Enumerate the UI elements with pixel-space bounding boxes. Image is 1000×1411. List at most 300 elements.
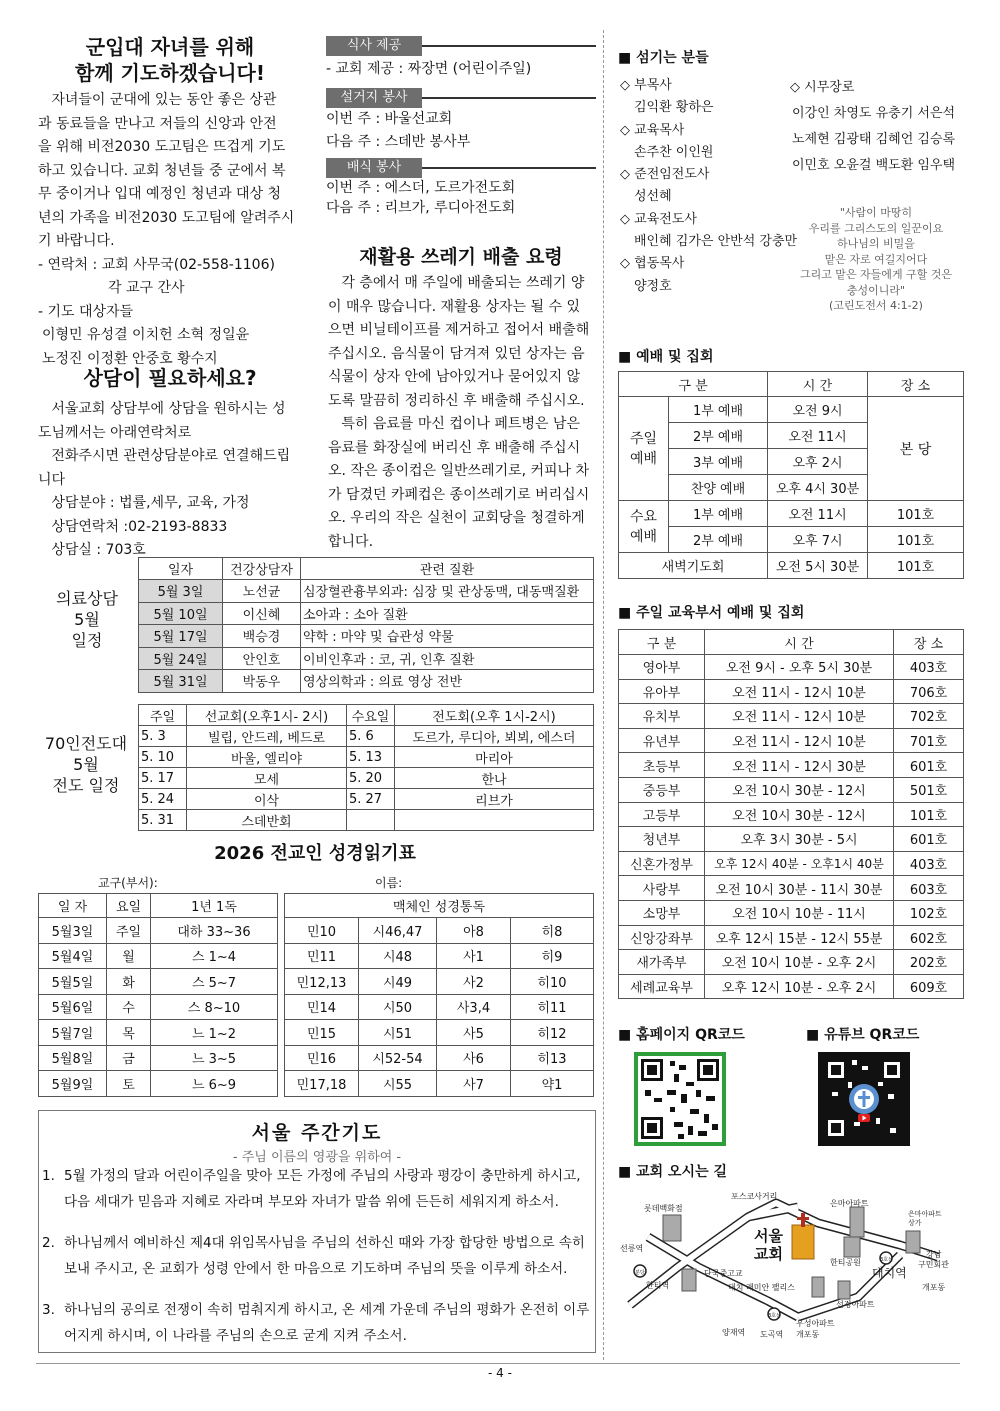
bible-header: 1년 1독 (151, 894, 278, 918)
military-prayer-title-1: 군입대 자녀를 위해 (85, 35, 255, 59)
verse-line: (고린도전서 4:1-2) (829, 299, 923, 312)
prayer-line: 을 위해 비전2030 도고팀은 뜨겁게 기도 (38, 139, 286, 155)
education-title: ■ 주일 교육부서 예배 및 집회 (618, 605, 805, 621)
bible-m4: 히12 (511, 1020, 594, 1046)
bible-m3: 사1 (437, 943, 511, 969)
bible-1year: 스 8~10 (151, 994, 278, 1020)
bible-date: 5월9일 (39, 1071, 107, 1097)
weekly-text: 다음 세대가 믿음과 지혜로 자라며 부모와 자녀가 말씀 위에 든든히 세워지게 하소서. (64, 1194, 559, 1210)
weekly-subtitle: - 주님 이름의 영광을 위하여 - (232, 1150, 402, 1165)
bible-m3: 사7 (437, 1071, 511, 1097)
service-time: 오전 5시 30분 (768, 553, 868, 579)
server-role: ◇ 교육전도사 (620, 211, 697, 227)
edu-header: 장 소 (894, 630, 964, 655)
medical-label-2: 5월 (74, 610, 100, 629)
map-label-eunma-mall: 은마아파트 (908, 1210, 942, 1218)
bible-m2: 시46,47 (359, 918, 437, 944)
evangel-group: 마리아 (395, 747, 594, 768)
bible-day: 금 (107, 1045, 151, 1071)
map-label-eunma-mall2: 상가 (908, 1219, 922, 1227)
building-icon (906, 1231, 920, 1253)
evangel-wed: 5. 20 (347, 768, 395, 789)
weekly-text: 하나님의 공의로 전쟁이 속히 멈춰지게 하시고, 온 세계 가운데 주님의 평화가 온전히 이루 (64, 1302, 590, 1318)
military-prayer-title-2: 함께 기도하겠습니다! (75, 61, 265, 85)
building-icon (850, 1207, 864, 1237)
qr-home-code[interactable] (634, 1052, 726, 1146)
medical-header: 일자 (139, 558, 223, 580)
sunday-label-2: 예배 (629, 450, 658, 467)
weekly-text: 하나님께서 예비하신 제4대 위임목사님을 주님의 선하신 때와 가장 합당한 방법으로 속히 (64, 1235, 585, 1251)
bible-day: 월 (107, 943, 151, 969)
bible-day: 수 (107, 994, 151, 1020)
service-time: 오후 7시 (768, 527, 868, 553)
serve-line: 다음 주 : 리브가, 루디아전도회 (326, 199, 516, 216)
evangel-wed (347, 810, 395, 831)
service-name: 찬양 예배 (669, 475, 768, 501)
map-label-lotte: 롯데백화점 (644, 1204, 683, 1213)
bible-gyogu-label: 교구(부서): (98, 876, 158, 890)
bible-day: 토 (107, 1071, 151, 1097)
recycle-line: 식물이 상자 안에 남아있거나 묻어있지 않 (328, 369, 581, 385)
weekly-item (42, 1163, 592, 1215)
bible-date: 5월6일 (39, 994, 107, 1020)
church-icon (792, 1225, 814, 1259)
weekly-title: 서울 주간기도 (251, 1122, 383, 1144)
dish-line: 다음 주 : 스데반 봉사부 (326, 134, 471, 150)
qr-youtube-code[interactable] (818, 1052, 910, 1146)
evangel-sun: 5. 3 (139, 726, 187, 747)
edu-dept: 영아부 (619, 655, 705, 680)
evangel-label-2: 5월 (73, 755, 99, 774)
elder-names: 이강인 차영도 유충기 서은석 (792, 106, 956, 121)
elder-role: ◇ 시무장로 (790, 80, 855, 95)
edu-place: 601호 (894, 753, 964, 778)
map-label-hanti: 한티역 (646, 1281, 670, 1290)
verse-line: "사람이 마땅히 (839, 206, 913, 219)
bible-header-mccheyne: 맥체인 성경통독 (285, 894, 594, 918)
map-label-church1: 서울 (754, 1227, 783, 1245)
building-icon (682, 1269, 696, 1291)
building-icon (812, 1277, 824, 1297)
bible-1year: 스 5~7 (151, 969, 278, 995)
worship-table (618, 371, 964, 579)
service-time: 오전 11시 (768, 423, 868, 449)
evangel-table (138, 704, 594, 831)
edu-place: 102호 (894, 900, 964, 925)
elder-names: 노제현 김광태 김혜언 김승록 (792, 132, 956, 147)
medical-date: 5월 31일 (139, 670, 223, 693)
edu-place: 602호 (894, 925, 964, 950)
medical-doctor: 안인호 (223, 647, 301, 670)
edu-time: 오전 11시 - 12시 10분 (705, 679, 894, 704)
server-names: 김익환 황하은 (634, 100, 714, 116)
edu-time: 오전 10시 10분 - 오후 2시 (705, 950, 894, 975)
bible-m4: 히10 (511, 969, 594, 995)
recycle-line: 오. 우리의 작은 실천이 교회당을 청결하게 (328, 510, 585, 526)
edu-time: 오후 12시 10분 - 오후 2시 (705, 974, 894, 999)
qr-youtube-title[interactable]: ■ 유튜브 QR코드 (806, 1027, 920, 1043)
evangel-wed: 5. 13 (347, 747, 395, 768)
edu-place: 609호 (894, 974, 964, 999)
medical-topic: 이비인후과 : 코, 귀, 인후 질환 (301, 647, 594, 670)
medical-doctor: 노선균 (223, 580, 301, 603)
evangel-header: 선교회(오후1시- 2시) (187, 705, 347, 726)
edu-dept: 유치부 (619, 704, 705, 729)
footer-rule (36, 1363, 960, 1364)
targets-label: - 기도 대상자들 (38, 303, 134, 320)
prayer-line: 무 중이거나 입대 예정인 청년과 대상 청 (38, 186, 282, 202)
recycle-line: 으면 비닐테이프를 제거하고 접어서 배출해 (328, 322, 590, 338)
servers-right (790, 75, 955, 179)
edu-dept: 새가족부 (619, 950, 705, 975)
medical-label-1: 의료상담 (56, 589, 118, 608)
service-place: 101호 (868, 553, 964, 579)
bible-m3: 아8 (437, 918, 511, 944)
qr-home-title[interactable]: ■ 홈페이지 QR코드 (618, 1027, 745, 1043)
recycle-line: 각 층에서 매 주일에 배출되는 쓰레기 양 (328, 275, 585, 291)
weekly-prayer-box (38, 1110, 596, 1353)
medical-topic: 영상의학과 : 의료 영상 전반 (301, 670, 594, 693)
bible-m2: 시52-54 (359, 1045, 437, 1071)
bible-m2: 시49 (359, 969, 437, 995)
bible-1year: 대하 33~36 (151, 918, 278, 944)
serve-line: 이번 주 : 에스더, 도르가전도회 (326, 179, 516, 196)
evangel-group (395, 810, 594, 831)
contact-line: - 연락처 : 교회 사무국(02-558-1106) (38, 256, 275, 273)
service-name: 3부 예배 (669, 449, 768, 475)
bible-m1: 민10 (285, 918, 359, 944)
prayer-line: 기 바랍니다. (38, 233, 115, 249)
bible-m2: 시51 (359, 1020, 437, 1046)
edu-time: 오전 10시 30분 - 12시 (705, 777, 894, 802)
bible-header: 요일 (107, 894, 151, 918)
bible-day: 주일 (107, 918, 151, 944)
bible-m1: 민15 (285, 1020, 359, 1046)
counsel-line: 니다 (38, 471, 66, 488)
sunday-label-1: 주일 (629, 430, 658, 447)
bible-m4: 히9 (511, 943, 594, 969)
bible-1year: 느 3~5 (151, 1045, 278, 1071)
map-label-posco: 포스코사거리 (731, 1192, 778, 1201)
edu-dept: 사랑부 (619, 876, 705, 901)
edu-place: 403호 (894, 655, 964, 680)
recycle-line: 도록 말끔히 정리하신 후 배출해 주십시오. (328, 392, 585, 409)
service-time: 오전 11시 (768, 501, 868, 527)
bible-m2: 시50 (359, 994, 437, 1020)
edu-place: 603호 (894, 876, 964, 901)
edu-time: 오전 10시 30분 - 11시 30분 (705, 876, 894, 901)
edu-dept: 유아부 (619, 679, 705, 704)
map-label-gaepo: 개포동 (922, 1283, 946, 1292)
recycle-line: 가 담겼던 카페컵은 종이쓰레기로 버리십시 (328, 486, 590, 503)
bible-date: 5월7일 (39, 1020, 107, 1046)
evangel-header: 전도회(오후 1시-2시) (395, 705, 594, 726)
medical-date: 5월 24일 (139, 647, 223, 670)
bible-m4: 히13 (511, 1045, 594, 1071)
map-label-eunma: 은마아파트 (830, 1199, 869, 1208)
map-label-church2: 교회 (754, 1245, 783, 1263)
map-label-gaepo2: 개포동 (796, 1330, 820, 1339)
contact-line-2: 각 교구 간사 (108, 280, 185, 296)
server-names: 손주찬 이인원 (634, 144, 714, 160)
recycle-line: 음료를 화장실에 버리신 후 배출해 주십시 (328, 439, 581, 456)
dish-line: 이번 주 : 바울선교회 (326, 110, 453, 127)
recycle-line: 오. 작은 종이컵은 일반쓰레기로, 커피나 차 (328, 463, 590, 479)
map-label-danguk: 단국중고교 (704, 1269, 743, 1278)
verse (786, 205, 966, 314)
map-label-gangnam1: 강남 (926, 1250, 942, 1259)
building-icon (838, 1281, 850, 1299)
service-name: 2부 예배 (669, 423, 768, 449)
military-prayer-body (38, 89, 304, 371)
counsel-line: 서울교회 상담부에 상담을 원하시는 성 (38, 401, 286, 417)
dish-tag: 설거지 봉사 (326, 88, 422, 108)
prayer-line: 자녀들이 군대에 있는 동안 좋은 상관 (38, 92, 277, 108)
bible-table-right (284, 893, 594, 1097)
edu-place: 202호 (894, 950, 964, 975)
weekly-num: 3. (42, 1302, 55, 1318)
weekly-text: 어지게 하시며, 이 나라를 주님의 손으로 굳게 지켜 주소서. (64, 1328, 407, 1344)
bible-1year: 느 1~2 (151, 1020, 278, 1046)
service-time: 오전 9시 (768, 397, 868, 423)
edu-dept: 세례교육부 (619, 974, 705, 999)
service-time: 오후 2시 (768, 449, 868, 475)
map-label-dogok: 도곡역 (760, 1330, 784, 1339)
medical-doctor: 백승경 (223, 625, 301, 648)
edu-time: 오전 11시 - 12시 10분 (705, 704, 894, 729)
bible-m2: 시55 (359, 1071, 437, 1097)
column-divider (603, 30, 604, 1360)
bible-date: 5월4일 (39, 943, 107, 969)
bible-1year: 스 1~4 (151, 943, 278, 969)
evangel-sun: 5. 31 (139, 810, 187, 831)
map-label-gangnam2: 구민회관 (918, 1260, 949, 1269)
edu-time: 오전 11시 - 12시 10분 (705, 728, 894, 753)
bible-date: 5월5일 (39, 969, 107, 995)
bible-m3: 사2 (437, 969, 511, 995)
edu-time: 오전 10시 10분 - 11시 (705, 900, 894, 925)
medical-topic: 심장혈관흉부외과: 심장 및 관상동맥, 대동맥질환 (301, 580, 594, 603)
edu-time: 오전 11시 - 12시 30분 (705, 753, 894, 778)
map-title: ■ 교회 오시는 길 (618, 1164, 727, 1180)
recycle-line: 합니다. (328, 533, 374, 550)
server-names: 배인혜 김가은 안반석 강충만 (634, 234, 798, 250)
evangel-header: 수요일 (347, 705, 395, 726)
map-label-line3b: 3호선 (768, 1313, 781, 1319)
map-label-seongyeong: 선경아파트 (836, 1300, 875, 1309)
medical-label-3: 일정 (71, 631, 103, 650)
bible-m1: 민11 (285, 943, 359, 969)
medical-date: 5월 3일 (139, 580, 223, 603)
education-table (618, 629, 964, 999)
wed-label (619, 501, 669, 553)
bible-date: 5월8일 (39, 1045, 107, 1071)
targets-line: 이형민 유성결 이치헌 소혁 정일윤 (42, 327, 250, 343)
service-name: 1부 예배 (669, 501, 768, 527)
edu-header: 구 분 (619, 630, 705, 655)
prayer-line: 하고 있습니다. 교회 청년들 중 군에서 복 (38, 162, 286, 179)
evangel-sun: 5. 10 (139, 747, 187, 768)
map-label-bundang: 분당 (635, 1270, 645, 1276)
map-label-daechi: 대치역 (872, 1266, 907, 1280)
edu-time: 오전 9시 - 오후 5시 30분 (705, 655, 894, 680)
weekly-num: 2. (42, 1235, 55, 1251)
map-label-line3a: 3호선 (880, 1257, 893, 1263)
evangel-group: 리브가 (395, 789, 594, 810)
service-name: 2부 예배 (669, 527, 768, 553)
medical-table (138, 557, 594, 693)
meal-tag: 식사 제공 (326, 36, 422, 56)
medical-header: 관련 질환 (301, 558, 594, 580)
medical-date: 5월 17일 (139, 625, 223, 648)
bible-day: 목 (107, 1020, 151, 1046)
edu-place: 702호 (894, 704, 964, 729)
bible-m1: 민16 (285, 1045, 359, 1071)
edu-time: 오후 3시 30분 - 5시 (705, 827, 894, 852)
edu-place: 101호 (894, 802, 964, 827)
verse-line: 맡은 자로 여길지어다 (824, 252, 928, 266)
bible-day: 화 (107, 969, 151, 995)
verse-line: 그리고 맡은 자들에게 구할 것은 (799, 268, 953, 281)
map-label-yangjae: 양재역 (722, 1328, 746, 1337)
bible-1year: 느 6~9 (151, 1071, 278, 1097)
weekly-num: 1. (42, 1168, 55, 1184)
evangel-mission: 빌립, 안드레, 베드로 (187, 726, 347, 747)
counsel-line: 상담분야 : 법률,세무, 교육, 가정 (38, 495, 250, 511)
evangel-mission: 스데반회 (187, 810, 347, 831)
counsel-title: 상담이 필요하세요? (83, 366, 257, 390)
counsel-line: 도님께서는 아래연락처로 (38, 424, 192, 441)
bible-table-left (38, 893, 278, 1097)
edu-time: 오후 12시 15분 - 12시 55분 (705, 925, 894, 950)
bible-m2: 시48 (359, 943, 437, 969)
service-place: 101호 (868, 527, 964, 553)
medical-label (38, 588, 136, 651)
weekly-item (42, 1230, 592, 1282)
recycle-line: 주십시오. 음식물이 담겨져 있던 상자는 음 (328, 345, 585, 362)
evangel-group: 도르가, 루디아, 뵈뵈, 에스더 (395, 726, 594, 747)
bible-m3: 사6 (437, 1045, 511, 1071)
bible-title: 2026 전교인 성경읽기표 (214, 843, 416, 864)
server-role: ◇ 부목사 (620, 78, 672, 93)
bible-header: 일 자 (39, 894, 107, 918)
targets-line: 노정진 이정환 안중호 황수지 (42, 350, 218, 367)
worship-header: 시 간 (768, 372, 868, 397)
server-role: ◇ 준전임전도사 (620, 167, 710, 183)
bible-m4: 히8 (511, 918, 594, 944)
elder-names: 이민호 오윤걸 백도환 임우택 (792, 158, 956, 173)
bible-m3: 사5 (437, 1020, 511, 1046)
bible-m4: 히11 (511, 994, 594, 1020)
worship-header: 구 분 (619, 372, 768, 397)
worship-title: ■ 예배 및 집회 (618, 349, 714, 365)
service-time: 오후 4시 30분 (768, 475, 868, 501)
servers-title: ■ 섬기는 분들 (618, 50, 709, 66)
server-role: ◇ 교육목사 (620, 122, 685, 138)
medical-header: 건강상담자 (223, 558, 301, 580)
edu-header: 시 간 (705, 630, 894, 655)
verse-line: 하나님의 비밀을 (837, 237, 915, 250)
map-label-raemian: 대치 래미안 팰리스 (728, 1283, 795, 1292)
map-label-hanti-park: 한티공원 (830, 1258, 861, 1267)
service-name: 1부 예배 (669, 397, 768, 423)
edu-dept: 유년부 (619, 728, 705, 753)
recycle-line: 이 매우 많습니다. 재활용 상자는 될 수 있 (328, 298, 580, 315)
medical-doctor: 박동우 (223, 670, 301, 693)
edu-time: 오전 10시 30분 - 12시 (705, 802, 894, 827)
map-label-woosung: 우성아파트 (796, 1319, 835, 1328)
service-place: 본 당 (868, 397, 964, 501)
medical-date: 5월 10일 (139, 602, 223, 625)
medical-doctor: 이신혜 (223, 602, 301, 625)
evangel-mission: 바울, 엘리야 (187, 747, 347, 768)
wed-label-1: 수요 (629, 508, 658, 525)
counsel-line: 전화주시면 관련상담분야로 연결해드립 (38, 448, 291, 464)
edu-place: 501호 (894, 777, 964, 802)
worship-header: 장 소 (868, 372, 964, 397)
edu-dept: 고등부 (619, 802, 705, 827)
service-place: 101호 (868, 501, 964, 527)
bible-m3: 사3,4 (437, 994, 511, 1020)
verse-line: 우리를 그리스도의 일꾼이요 (808, 221, 944, 235)
edu-dept: 중등부 (619, 777, 705, 802)
recycle-title: 재활용 쓰레기 배출 요령 (359, 246, 563, 268)
edu-dept: 초등부 (619, 753, 705, 778)
wed-label-2: 예배 (629, 528, 658, 545)
evangel-sun: 5. 24 (139, 789, 187, 810)
edu-dept: 신앙강좌부 (619, 925, 705, 950)
recycle-body (328, 272, 596, 554)
verse-line: 충성이니라" (846, 283, 906, 297)
weekly-text: 보내 주시고, 온 교회가 성령 안에서 한 마음으로 기도하며 주님의 뜻을 이루게 하소서. (64, 1261, 568, 1277)
medical-topic: 소아과 : 소아 질환 (301, 602, 594, 625)
evangel-label (34, 733, 138, 796)
service-name: 새벽기도회 (619, 553, 768, 579)
sunday-label (619, 397, 669, 501)
evangel-mission: 모세 (187, 768, 347, 789)
counsel-line: 상담연락처 :02-2193-8833 (38, 518, 228, 535)
edu-dept: 소망부 (619, 900, 705, 925)
page-number: - 4 - (488, 1366, 512, 1380)
evangel-wed: 5. 27 (347, 789, 395, 810)
evangel-label-1: 70인전도대 (44, 734, 128, 753)
edu-place: 601호 (894, 827, 964, 852)
edu-place: 403호 (894, 851, 964, 876)
evangel-group: 한나 (395, 768, 594, 789)
map-label-seolleung: 선릉역 (620, 1244, 644, 1253)
meal-section (326, 36, 596, 218)
location-map[interactable] (618, 1185, 964, 1350)
server-names: 성선혜 (634, 189, 672, 205)
edu-dept: 신혼가정부 (619, 851, 705, 876)
evangel-mission: 이삭 (187, 789, 347, 810)
evangel-label-3: 전도 일정 (52, 776, 120, 795)
bible-date: 5월3일 (39, 918, 107, 944)
serve-tag: 배식 봉사 (326, 158, 422, 178)
counsel-line: 상담실 : 703호 (38, 542, 146, 558)
server-names: 양정호 (634, 278, 672, 294)
recycle-line: 특히 음료를 마신 컵이나 페트병은 남은 (328, 416, 580, 432)
medical-topic: 약학 : 마약 및 습관성 약물 (301, 625, 594, 648)
edu-dept: 청년부 (619, 827, 705, 852)
bible-m1: 민12,13 (285, 969, 359, 995)
bible-m1: 민17,18 (285, 1071, 359, 1097)
edu-place: 701호 (894, 728, 964, 753)
server-role: ◇ 협동목사 (620, 256, 685, 272)
bible-m4: 약1 (511, 1071, 594, 1097)
meal-line: - 교회 제공 : 짜장면 (어린이주일) (326, 61, 532, 77)
bible-m1: 민14 (285, 994, 359, 1020)
